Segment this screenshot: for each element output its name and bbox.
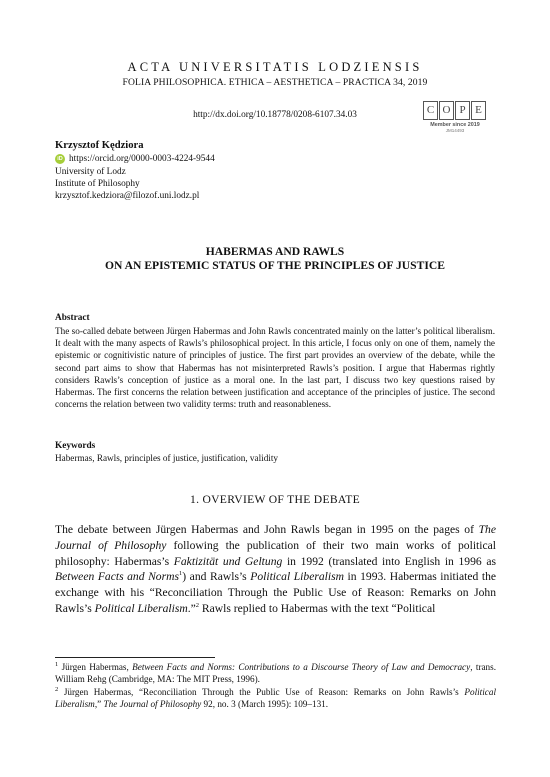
book-title: Between Facts and Norms: Contributions to a Discourse Theory of Law and Democracy: [132, 662, 471, 672]
book-title: Faktizität und Geltung: [173, 554, 283, 568]
footnote-text: ,”: [94, 699, 104, 710]
footnote-ref[interactable]: 2: [195, 602, 199, 610]
cope-member-since: Member since 2019: [430, 122, 480, 128]
footnote-ref[interactable]: 1: [179, 570, 183, 578]
doi-link[interactable]: http://dx.doi.org/10.18778/0208-6107.34.03: [193, 110, 357, 120]
footnote-2: [55, 686, 496, 710]
footnote-number: 2: [55, 685, 59, 693]
keywords-heading: Keywords: [55, 441, 96, 451]
body-text-run: Rawls replied to Habermas with the text “Political: [199, 601, 436, 615]
footnote-text: , trans. William Rehg (Cambridge, MA: The MIT Press, 1996).: [55, 662, 497, 685]
cope-letter: C: [423, 101, 438, 120]
body-text-run: ) and Rawls’s: [182, 570, 251, 584]
journal-title: ACTA UNIVERSITATIS LODZIENSIS: [127, 60, 423, 74]
journal-name: The Journal of Philosophy: [103, 699, 202, 710]
body-text-run: The debate between Jürgen Habermas and John Rawls began in 1995 on the pages of: [55, 523, 479, 536]
journal-name: The Journal of Philosophy: [55, 523, 496, 552]
footnote-rule: [55, 657, 215, 658]
cope-letters: [423, 101, 487, 120]
body-text-run: .”: [187, 601, 196, 615]
book-title: Political Liberalism: [250, 570, 344, 584]
footnote-number: 1: [55, 660, 59, 668]
paper-title-line-2: ON AN EPISTEMIC STATUS OF THE PRINCIPLES OF JUSTICE: [105, 259, 445, 272]
paper-title: [0, 245, 550, 273]
book-title: Political Liberalism: [94, 601, 188, 615]
body-text-run: following the publication of their two main works of political philosophy: Habermas’s: [55, 538, 496, 568]
section-heading: 1. OVERVIEW OF THE DEBATE: [189, 493, 361, 506]
body-paragraph: [55, 522, 496, 617]
cope-logo: [423, 101, 487, 133]
footnote-text: Jürgen Habermas,: [58, 662, 133, 672]
footnote-1: [55, 661, 496, 685]
abstract-heading: Abstract: [55, 313, 90, 323]
keywords-text: Habermas, Rawls, principles of justice, justification, validity: [55, 453, 279, 463]
author-institute: Institute of Philosophy: [55, 178, 140, 189]
footnote-text: 92, no. 3 (March 1995): 109–131.: [201, 699, 329, 710]
cope-letter: P: [455, 101, 470, 120]
abstract-text: The so-called debate between Jürgen Habermas and John Rawls concentrated mainly on the latter’s political liberalism. It dealt with the many aspects of Rawls’s philosophical project. In this article, I focus only on one of them, namely the epistemic or cognitivistic nature of principles of justice. The first part provides an overview of the debate, while the second part aims to show that Habermas has not misinterpreted Rawls’s position. I argue that Habermas rightly considers Rawls’s conception of justice as a moral one. In the last part, I discuss two key questions raised by Habermas. The first concerns the relation between justification and acceptance of the principles of justice. The second concerns the relation between two validity terms: truth and reasonableness.: [55, 326, 495, 410]
orcid-link[interactable]: https://orcid.org/0000-0003-4224-9544: [69, 154, 215, 165]
cope-letter: O: [439, 101, 454, 120]
book-title: Between Facts and Norms: [55, 570, 180, 584]
cope-member-id: JM14493: [445, 128, 465, 133]
footnote-text: Jürgen Habermas, “Reconciliation Through the Public Use of Reason: Remarks on John Rawls’s: [58, 687, 465, 697]
author-block: [55, 140, 215, 202]
body-text-run: in 1993. Habermas initiated the exchange with his “Reconciliation Through the Public Use of Reason: Remarks on John Rawls’s: [55, 570, 497, 615]
orcid-row: [55, 153, 215, 165]
orcid-icon: iD: [55, 154, 65, 164]
body-text-run: in 1992 (translated into English in 1996 as: [282, 554, 496, 568]
author-name: Krzysztof Kędziora: [55, 140, 144, 151]
author-university: University of Lodz: [55, 166, 126, 177]
author-email[interactable]: krzysztof.kedziora@filozof.uni.lodz.pl: [55, 191, 200, 202]
cope-letter: E: [471, 101, 486, 120]
paper-title-line-1: HABERMAS AND RAWLS: [205, 245, 345, 258]
book-title: Political Liberalism: [55, 687, 496, 710]
journal-series: FOLIA PHILOSOPHICA. ETHICA – AESTHETICA – PRACTICA 34, 2019: [122, 77, 428, 88]
